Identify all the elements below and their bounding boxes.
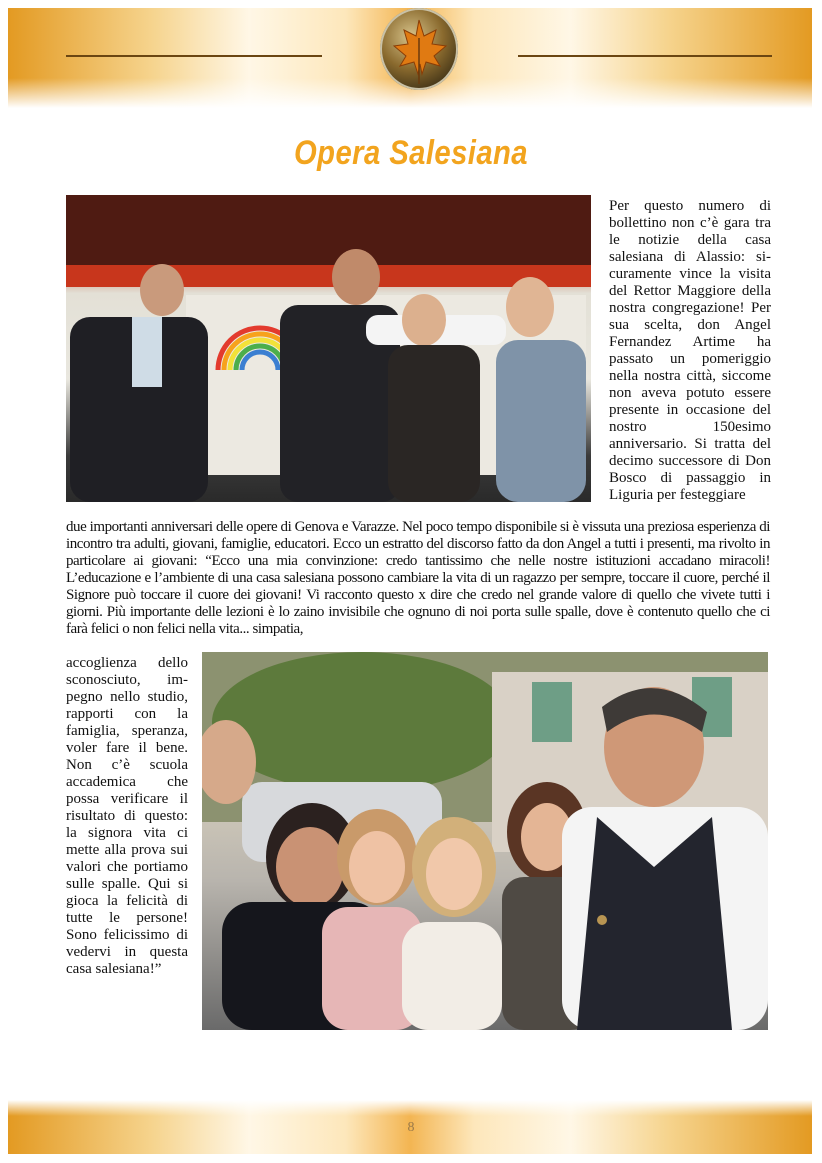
page-title: Opera Salesiana xyxy=(293,134,529,172)
photo-rector-with-girls xyxy=(202,652,768,1030)
article-paragraph-quote-end: accoglienza dello sconosciuto, impegno nello studio, rapporti con la famiglia, speranza, voler fare il bene. Non c’è scuola accademica che possa verificare il risultato di questo: la signora vita ci mette alla prova sui valori che portiamo sulle spalle. Qui si gioca la felicità di tutte le persone! Sono felicissimo di vedervi in questa casa salesiana!” xyxy=(66,655,188,977)
photo-rector-greeting-students xyxy=(66,195,591,502)
page-number: 8 xyxy=(407,1120,415,1135)
article-paragraph-intro: Per questo numero di bollettino non c’è gara tra le notizie della casa salesiana di Alassio: sicuramente vince la visita del Rettor Maggiore della nostra congregazione! Per sua scelta, don Angel Fernandez Artime ha passato un pomeriggio nella nostra città, siccome non aveva potuto essere presente in occasione del nostro 150esimo anniversario. Si tratta del decimo successore di Don Bosco di passaggio in Liguria per festeggiare xyxy=(609,198,771,503)
header-rule-right xyxy=(518,55,772,57)
header-rule-left xyxy=(66,55,322,57)
article-paragraph-main: due importanti anniversari delle opere di Genova e Varazze. Nel poco tempo disponibile si è vissuta una preziosa esperienza di incontro tra adulti, giovani, famiglie, educatori. Ecco un estratto del discorso fatto da don Angel a tutti i presenti, ma rivolto in particolare ai giovani: “Ecco una mia convinzione: credo tantissimo che nelle nostre istituzioni accadano miracoli! L’educazione e l’ambiente di una casa salesiana possono cambiare la vita di un ragazzo per sempre, toccare il cuore, perché il Signore può toccare il cuore dei giovani! Vi racconto questo x dire che credo nel grande valore di quello che vivete tutti i giorni. Più importante delle lezioni è lo zaino invisibile che ognuno di noi porta sulle spalle, dove è contenuto quello che ci farà felici o non felici nella vita... simpatia, xyxy=(66,519,770,637)
maple-leaf-icon xyxy=(380,8,458,90)
